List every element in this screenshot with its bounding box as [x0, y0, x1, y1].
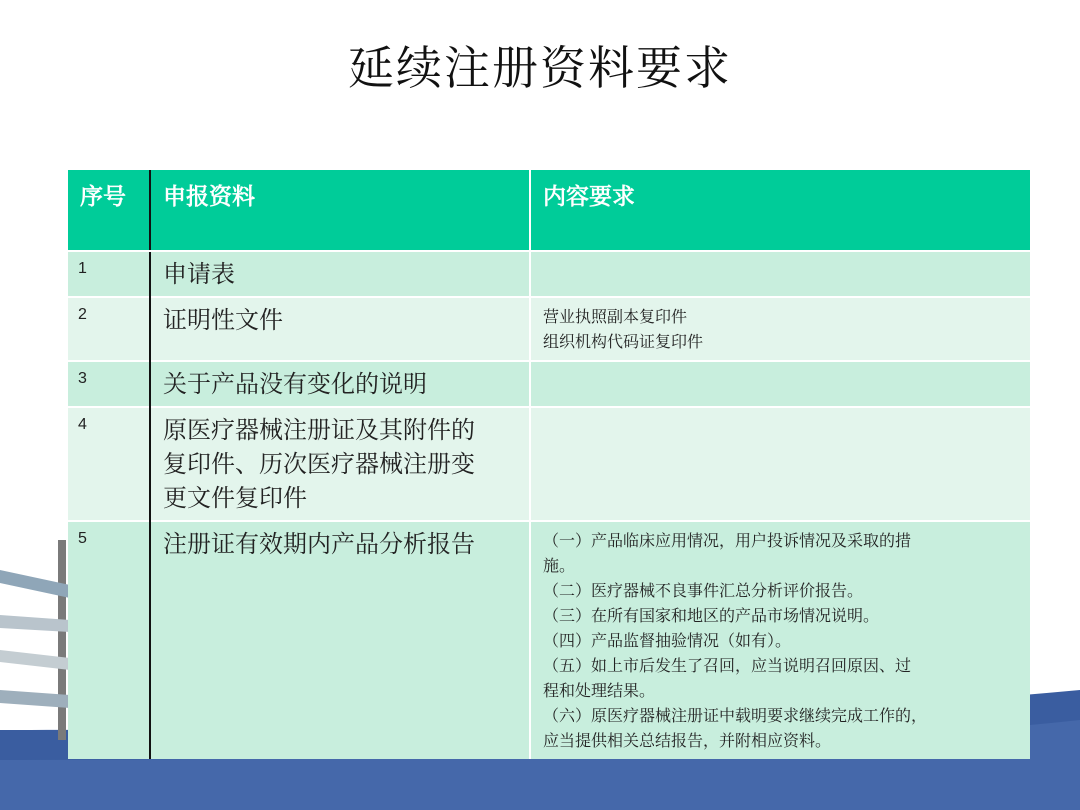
requirement-cell [530, 361, 1030, 407]
requirement-line: 施。 [543, 556, 576, 575]
document-cell [150, 361, 530, 407]
table-header-row [68, 170, 1030, 251]
row-number: 3 [68, 361, 150, 407]
requirement-line: （四）产品监督抽验情况（如有）。 [543, 631, 792, 650]
requirement-line: 组织机构代码证复印件 [543, 332, 704, 351]
document-cell [150, 251, 530, 297]
document-cell [150, 407, 530, 521]
requirement-line: （二）医疗器械不良事件汇总分析评价报告。 [543, 581, 864, 600]
document-line: 复印件、历次医疗器械注册变 [163, 450, 475, 478]
table-row [68, 251, 1030, 297]
requirement-line: （一）产品临床应用情况，用户投诉情况及采取的措 [543, 531, 912, 550]
document-cell [150, 521, 530, 759]
requirement-line: （六）原医疗器械注册证中载明要求继续完成工作的， [543, 706, 928, 725]
table-row [68, 407, 1030, 521]
header-requirement: 内容要求 [530, 170, 1030, 251]
requirement-line: 营业执照副本复印件 [543, 307, 688, 326]
document-line: 证明性文件 [163, 306, 283, 334]
requirement-line: （三）在所有国家和地区的产品市场情况说明。 [543, 606, 880, 625]
requirement-cell [530, 297, 1030, 361]
header-doc: 申报资料 [150, 170, 530, 251]
document-line: 关于产品没有变化的说明 [163, 370, 427, 398]
document-line: 更文件复印件 [163, 484, 307, 512]
row-number: 2 [68, 297, 150, 361]
table-row [68, 297, 1030, 361]
requirement-line: （五）如上市后发生了召回，应当说明召回原因、过 [543, 656, 912, 675]
requirements-table [68, 170, 1030, 759]
document-line: 注册证有效期内产品分析报告 [163, 530, 475, 558]
row-number: 4 [68, 407, 150, 521]
requirement-line: 程和处理结果。 [543, 681, 656, 700]
document-line: 申请表 [163, 260, 235, 288]
requirement-cell [530, 407, 1030, 521]
table-row [68, 361, 1030, 407]
row-number: 5 [68, 521, 150, 759]
header-num: 序号 [68, 170, 150, 251]
requirement-cell [530, 521, 1030, 759]
requirement-line: 应当提供相关总结报告，并附相应资料。 [543, 731, 832, 750]
table-row [68, 521, 1030, 759]
document-cell [150, 297, 530, 361]
document-line: 原医疗器械注册证及其附件的 [163, 416, 475, 444]
slide-title: 延续注册资料要求 [348, 41, 732, 95]
row-number: 1 [68, 251, 150, 297]
requirement-cell [530, 251, 1030, 297]
